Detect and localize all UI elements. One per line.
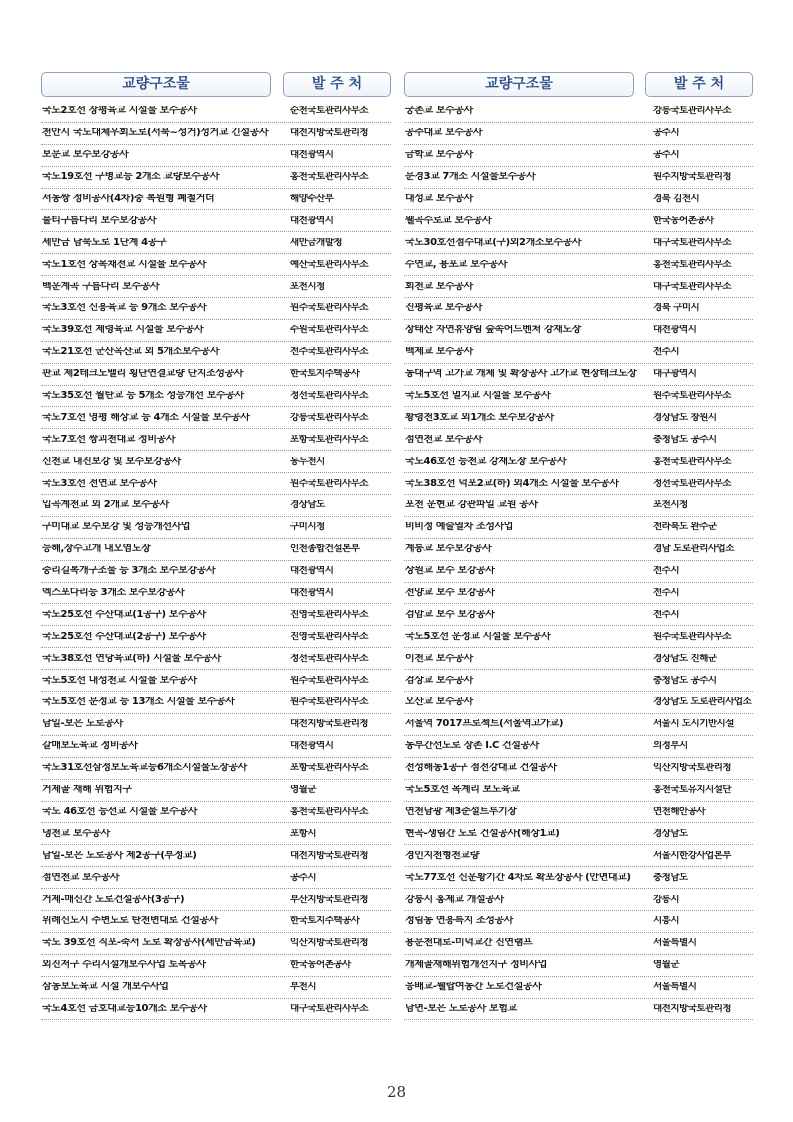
project-name: 엑스포다리등 3개소 보수보강공사 — [42, 588, 185, 599]
project-name: 연천남광 제3준설트투기장 — [405, 806, 517, 817]
client-name: 홍천국토관리사무소 — [290, 172, 369, 183]
project-name: 구미대교 보수보강 및 성능개선사업 — [42, 522, 191, 533]
client-name: 전라북도 완주군 — [653, 522, 717, 533]
table-row — [41, 189, 391, 211]
project-name: 삼동보도육교 시설 개보수사업 — [42, 982, 169, 993]
client-name: 의정부시 — [653, 741, 688, 752]
table-row — [404, 407, 753, 429]
project-name: 황령천3호교 외1개소 보수보강공사 — [405, 412, 554, 423]
table-row — [41, 999, 391, 1021]
project-name: 국도7호선 영평 해상교 등 4개소 시설물 보수공사 — [42, 412, 250, 423]
project-name: 점연천교 보수공사 — [405, 434, 483, 445]
project-name: 장태산 자연휴양림 숲속어드벤처 강재도장 — [405, 325, 581, 336]
left-column — [41, 72, 391, 1020]
project-name: 국도46호선 등천교 강재도장 보수공사 — [405, 456, 567, 467]
client-name: 포항국토관리사무소 — [290, 434, 369, 445]
client-name: 서울특별시 — [653, 938, 697, 949]
project-name: 국도1호선 상목채전교 시설물 보수공사 — [42, 259, 206, 270]
project-name: 불티구름다리 보수보강공사 — [42, 215, 157, 226]
client-name: 구미시청 — [290, 522, 325, 533]
table-row — [404, 451, 753, 473]
table-row — [41, 254, 391, 276]
client-name: 대전지방국토관리청 — [290, 719, 369, 730]
project-name: 비비정 예술열차 조성사업 — [405, 522, 514, 533]
table-row — [41, 604, 391, 626]
table-row — [41, 517, 391, 539]
project-name: 진평육교 보수공사 — [405, 303, 483, 314]
table-row — [404, 320, 753, 342]
project-name: 신천교 내진보강 및 보수보강공사 — [42, 456, 181, 467]
project-name: 웰곡수로교 보수공사 — [405, 215, 492, 226]
client-name: 공주시 — [653, 150, 680, 161]
table-row — [404, 583, 753, 605]
table-row — [404, 473, 753, 495]
client-name: 대구국토관리사무소 — [290, 1003, 369, 1014]
table-row — [404, 429, 753, 451]
client-name: 포천시청 — [290, 281, 325, 292]
table-row — [41, 451, 391, 473]
table-row — [41, 539, 391, 561]
client-name: 익산지방국토관리청 — [653, 763, 732, 774]
client-name: 전주시 — [653, 588, 680, 599]
client-name: 경상남도 진해군 — [653, 653, 717, 664]
page-number: 28 — [386, 1083, 407, 1101]
table-row — [404, 977, 753, 999]
client-name: 한국농어촌공사 — [653, 215, 714, 226]
client-name: 대전광역시 — [290, 215, 334, 226]
structure-header: 교량구조물 — [41, 72, 271, 97]
project-name: 대성교 보수공사 — [405, 194, 473, 204]
project-name: 수연교, 용포교 보수공사 — [405, 259, 508, 270]
table-row — [41, 758, 391, 780]
table-row — [404, 736, 753, 758]
table-row — [41, 386, 391, 408]
client-name: 대전광역시 — [290, 741, 334, 752]
project-name: 국도31호선삼정보도육교등6개소시설물도장공사 — [42, 763, 247, 774]
client-name: 서울특별시 — [653, 982, 697, 993]
project-name: 판교 제2테크노밸리 횡단연결교량 단지조성공사 — [42, 369, 244, 380]
client-name: 전주시 — [653, 609, 680, 620]
table-row — [404, 495, 753, 517]
table-row — [41, 123, 391, 145]
client-name: 경북 김천시 — [653, 194, 700, 204]
client-name: 연천해안공사 — [653, 806, 706, 817]
table-row — [404, 670, 753, 692]
project-name: 회천교 보수공사 — [405, 281, 473, 292]
table-row — [41, 955, 391, 977]
client-name: 원주국토관리사무소 — [290, 303, 369, 314]
project-name: 금학교 보수공사 — [405, 150, 473, 161]
left-header — [41, 72, 391, 97]
table-row — [404, 802, 753, 824]
project-name: 갈매보도육교 정비공사 — [42, 741, 138, 752]
client-name: 경남 도로관리사업소 — [653, 544, 734, 555]
client-name: 전주시 — [653, 566, 680, 577]
client-name: 정선국토관리사무소 — [290, 653, 369, 664]
client-name: 원주국토관리사무소 — [653, 391, 732, 402]
project-name: 세만금 남북도로 1단계 4공구 — [42, 237, 167, 248]
table-row — [41, 911, 391, 933]
client-header: 발 주 처 — [645, 72, 753, 97]
client-name: 원주국토관리사무소 — [290, 478, 369, 489]
client-name: 경상남도 도로관리사업소 — [653, 697, 752, 708]
project-name: 국도25호선 수산대교(1공구) 보수공사 — [42, 609, 206, 620]
client-name: 전주시 — [653, 347, 680, 358]
project-name: 거제-매신간 도로건설공사(3공구) — [42, 894, 185, 905]
table-row — [41, 276, 391, 298]
client-name: 공주시 — [290, 872, 317, 883]
table-row — [404, 758, 753, 780]
client-name: 원주국토관리사무소 — [290, 697, 369, 708]
right-table — [404, 101, 753, 1020]
client-name: 포항국토관리사무소 — [290, 763, 369, 774]
table-row — [41, 364, 391, 386]
project-name: 정림동 연흥특지 조성공사 — [405, 916, 514, 927]
table-row — [41, 145, 391, 167]
client-header: 발 주 처 — [283, 72, 391, 97]
client-name: 대전광역시 — [290, 150, 334, 161]
client-name: 서울시 도시기반시설 — [653, 719, 734, 730]
table-row — [41, 692, 391, 714]
table-row — [404, 626, 753, 648]
project-name: 공주대교 보수공사 — [405, 128, 483, 139]
project-name: 냉천교 보수공사 — [42, 828, 110, 839]
client-name: 대전광역시 — [290, 588, 334, 599]
project-name: 국도5호선 운정교 시설물 보수공사 — [405, 631, 551, 642]
project-name: 국도2호선 장평육교 시설물 보수공사 — [42, 106, 197, 117]
table-row — [41, 867, 391, 889]
project-name: 개제골재해위험개선지구 정비사업 — [405, 960, 547, 971]
project-name: 국도 39호선 직포-죽서 도로 확장공사(세만금육교) — [42, 938, 256, 949]
client-name: 대구국토관리사무소 — [653, 237, 732, 248]
client-name: 서울시한강사업본부 — [653, 850, 732, 861]
client-name: 새만금개발청 — [290, 237, 343, 248]
client-name: 경북 구미시 — [653, 303, 700, 314]
table-row — [404, 232, 753, 254]
table-row — [404, 714, 753, 736]
client-name: 대전지방국토관리청 — [290, 128, 369, 139]
project-name: 국도4호선 금호대교등10개소 보수공사 — [42, 1003, 207, 1014]
table-row — [404, 123, 753, 145]
client-name: 경상남도 — [290, 500, 325, 511]
table-row — [404, 145, 753, 167]
project-name: 국도3호선 전연교 보수공사 — [42, 478, 157, 489]
project-name: 천안시 국도대체우회도로(서북~성거)성거교 긴설공사 — [42, 128, 269, 139]
table-row — [404, 561, 753, 583]
table-row — [404, 604, 753, 626]
project-name: 이천교 보수공사 — [405, 653, 473, 664]
table-row — [404, 364, 753, 386]
client-name: 해양수산부 — [290, 194, 334, 204]
table-row — [41, 101, 391, 123]
client-name: 인천종합건설본부 — [290, 544, 360, 555]
table-row — [404, 276, 753, 298]
table-row — [404, 780, 753, 802]
project-name: 백운계곡 구름다리 보수공사 — [42, 281, 160, 292]
table-row — [404, 823, 753, 845]
project-name: 남면-보은 도로공사 보험교 — [405, 1003, 517, 1014]
project-name: 오산교 보수공사 — [405, 697, 473, 708]
project-name: 국도25호선 수산대교(2공구) 보수공사 — [42, 631, 206, 642]
table-row — [404, 517, 753, 539]
client-name: 강릉국토관리사무소 — [653, 106, 732, 117]
project-name: 보문교 보수보강공사 — [42, 150, 129, 161]
table-row — [41, 845, 391, 867]
client-name: 익산지방국토관리청 — [290, 938, 369, 949]
client-name: 진영국토관리사무소 — [290, 631, 369, 642]
project-name: 국도39호선 제령육교 시설물 보수공사 — [42, 325, 204, 336]
project-name: 백제교 보수공사 — [405, 347, 473, 358]
project-name: 국도38호선 덕포2교(하) 외4개소 시설물 보수공사 — [405, 478, 619, 489]
table-row — [404, 386, 753, 408]
client-name: 부천시 — [290, 982, 317, 993]
client-name: 대전광역시 — [653, 325, 697, 336]
client-name: 원주지방국토관리청 — [653, 172, 732, 183]
left-table — [41, 101, 391, 1020]
table-row — [41, 780, 391, 802]
table-row — [404, 955, 753, 977]
table-row — [404, 189, 753, 211]
client-name: 영월군 — [653, 960, 680, 971]
table-row — [41, 429, 391, 451]
project-name: 거제골 재해 위험지구 — [42, 785, 132, 796]
project-name: 전양교 보수 보강공사 — [405, 588, 495, 599]
client-name: 충청남도 — [653, 872, 688, 883]
client-name: 강릉시 — [653, 894, 680, 905]
project-name: 용문천대로-미덕교간 진연램프 — [405, 938, 533, 949]
table-row — [41, 320, 391, 342]
client-name: 예산국토관리사무소 — [290, 259, 369, 270]
project-name: 궁촌교 보수공사 — [405, 106, 473, 117]
project-name: 국도5호선 내성천교 시설물 보수공사 — [42, 675, 197, 686]
client-name: 대전광역시 — [290, 566, 334, 577]
table-row — [41, 407, 391, 429]
client-name: 원주국토관리사무소 — [653, 631, 732, 642]
project-name: 능해,장수고개 내오염도장 — [42, 544, 151, 555]
project-name: 계릉교 보수보강공사 — [405, 544, 492, 555]
project-name: 전성해동1공구 점전강대교 건설공사 — [405, 763, 557, 774]
table-row — [41, 714, 391, 736]
project-name: 서동쌍 정비공사(4차)중 복원형 폐철거더 — [42, 194, 215, 204]
client-name: 포천시청 — [653, 500, 688, 511]
project-name: 응배교-웰랍여동간 도로건설공사 — [405, 982, 542, 993]
client-name: 홍천국토관리사무소 — [653, 259, 732, 270]
client-name: 공주시 — [653, 128, 680, 139]
client-name: 대전지방국토관리청 — [290, 850, 369, 861]
project-name: 국도5호선 문정교 등 13개소 시설물 보수공사 — [42, 697, 235, 708]
project-name: 서울역 7017프로젝트(서울역고가교) — [405, 719, 564, 730]
client-name: 충청남도 공주시 — [653, 675, 717, 686]
project-name: 위례신도시 주변도로 탄천변대로 건설공사 — [42, 916, 218, 927]
client-name: 한국농어촌공사 — [290, 960, 351, 971]
table-row — [404, 539, 753, 561]
table-row — [404, 889, 753, 911]
table-row — [404, 342, 753, 364]
table-row — [404, 648, 753, 670]
client-name: 강릉국토관리사무소 — [290, 412, 369, 423]
table-row — [404, 933, 753, 955]
client-name: 원주국토관리사무소 — [290, 675, 369, 686]
client-name: 전주국토관리사무소 — [290, 347, 369, 358]
project-name: 포천 운현교 강관파일 교원 공사 — [405, 500, 538, 511]
client-name: 한국토지주택공사 — [290, 916, 360, 927]
project-name: 상원교 보수 보강공사 — [405, 566, 495, 577]
table-row — [404, 167, 753, 189]
client-name: 정선국토관리사무소 — [653, 478, 732, 489]
project-name: 입곡계천교 외 2개교 보수공사 — [42, 500, 169, 511]
project-name: 국도19호선 구병교등 2개소 교량보수공사 — [42, 172, 220, 183]
client-name: 대구국토관리사무소 — [653, 281, 732, 292]
right-column — [404, 72, 753, 1020]
client-name: 수원국토관리사무소 — [290, 325, 369, 336]
client-name: 동두천시 — [290, 456, 325, 467]
project-name: 남일-보은 도로공사 — [42, 719, 123, 730]
table-row — [41, 561, 391, 583]
project-name: 점연천교 보수공사 — [42, 872, 120, 883]
table-row — [41, 626, 391, 648]
client-name: 대전지방국토관리청 — [653, 1003, 732, 1014]
table-row — [41, 889, 391, 911]
table-row — [404, 692, 753, 714]
project-name: 경인지천형천교량 — [405, 850, 480, 861]
project-name: 국도38호선 연당육교(하) 시설물 보수공사 — [42, 653, 221, 664]
table-row — [404, 911, 753, 933]
project-name: 검상교 보수공사 — [405, 675, 473, 686]
client-name: 홍천국토유지시설단 — [653, 785, 732, 796]
table-row — [41, 298, 391, 320]
table-row — [404, 298, 753, 320]
project-name: 국도 46호선 등선교 시설물 보수공사 — [42, 806, 198, 817]
project-name: 국도7호선 쌍괴천대교 정비공사 — [42, 434, 176, 445]
project-name: 동부간선도로 장촌 I.C 건설공사 — [405, 741, 540, 752]
client-name: 대구광역시 — [653, 369, 697, 380]
table-row — [404, 999, 753, 1021]
table-row — [41, 648, 391, 670]
client-name: 경상남도 창원시 — [653, 412, 717, 423]
project-name: 문경3교 7개소 시설물보수공사 — [405, 172, 536, 183]
right-header — [404, 72, 753, 97]
client-name: 포항시 — [290, 828, 317, 839]
table-row — [41, 495, 391, 517]
table-row — [41, 977, 391, 999]
client-name: 영월군 — [290, 785, 317, 796]
table-row — [41, 167, 391, 189]
client-name: 순천국토관리사무소 — [290, 106, 369, 117]
table-row — [41, 933, 391, 955]
table-row — [41, 583, 391, 605]
table-row — [41, 823, 391, 845]
project-name: 현곡-생림간 도로 건설공사(해상1교) — [405, 828, 560, 839]
client-name: 정선국토관리사무소 — [290, 391, 369, 402]
project-name: 국도35호선 월탄교 등 5개소 성능개선 보수공사 — [42, 391, 244, 402]
structure-header: 교량구조물 — [404, 72, 634, 97]
project-name: 남일-보은 도로공사 제2공구(부정교) — [42, 850, 197, 861]
project-name: 국도30호선점수대교(구)외2개소보수공사 — [405, 237, 582, 248]
client-name: 홍천국토관리사무소 — [290, 806, 369, 817]
project-name: 국도5호선 목계리 보도육교 — [405, 785, 520, 796]
table-row — [404, 845, 753, 867]
project-name: 국도3호선 신흥육교 등 9개소 보수공사 — [42, 303, 207, 314]
table-row — [41, 210, 391, 232]
client-name: 충청남도 공주시 — [653, 434, 717, 445]
table-row — [41, 670, 391, 692]
table-row — [404, 210, 753, 232]
table-row — [404, 867, 753, 889]
table-row — [41, 802, 391, 824]
project-name: 동대구역 고가교 개체 및 확장공사 고가교 현장테크도장 — [405, 369, 637, 380]
table-row — [404, 254, 753, 276]
table-row — [41, 342, 391, 364]
table-row — [41, 232, 391, 254]
project-name: 국도77호선 신운황기간 4차로 확포장공사 (안면대교) — [405, 872, 631, 883]
client-name: 한국토지주택공사 — [290, 369, 360, 380]
table-row — [41, 736, 391, 758]
project-name: 검암교 보수 보강공사 — [405, 609, 495, 620]
project-name: 국도21호선 군산옥산교 외 5개소보수공사 — [42, 347, 220, 358]
table-row — [404, 101, 753, 123]
project-name: 강릉시 홍제교 개설공사 — [405, 894, 504, 905]
table-row — [41, 473, 391, 495]
client-name: 진영국토관리사무소 — [290, 609, 369, 620]
client-name: 시흥시 — [653, 916, 680, 927]
project-name: 국도5호선 멀지교 시설물 보수공사 — [405, 391, 551, 402]
client-name: 경상남도 — [653, 828, 688, 839]
project-name: 중리길복개구조물 등 3개소 보수보강공사 — [42, 566, 216, 577]
client-name: 부산지방국토관리청 — [290, 894, 369, 905]
client-name: 홍천국토관리사무소 — [653, 456, 732, 467]
project-name: 외진저구 수리시설개보수사업 토목공사 — [42, 960, 206, 971]
